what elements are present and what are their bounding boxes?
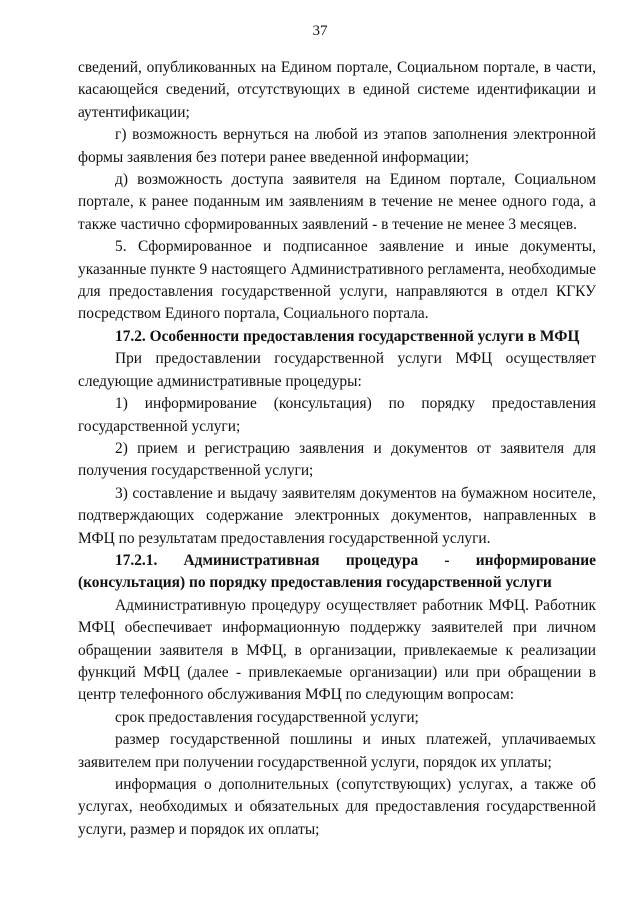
paragraph-continuation: сведений, опубликованных на Едином портале, Социальном портале, в части, касающейся сведений, отсутствующих в единой системе идентификации и аутентификации; (78, 59, 596, 121)
paragraph-intro-procedures: При предоставлении государственной услуги МФЦ осуществляет следующие административные процедуры: (78, 350, 596, 390)
paragraph-procedure-description: Административную процедуру осуществляет работник МФЦ. Работник МФЦ обеспечивает информационную поддержку заявителей при личном обращении заявителя в МФЦ, в организации, привлекаемые к реализации функций МФЦ (далее - привлекаемые организации) или при обращении в центр телефонного обслуживания МФЦ по следующим вопросам: (78, 596, 596, 704)
list-item-2: 2) прием и регистрацию заявления и документов от заявителя для получения государственной услуги; (78, 439, 596, 480)
list-item-additional-services: информация о дополнительных (сопутствующих) услугах, а также об услугах, необходимых и обязательных для предоставления государственной услуги, размер и порядок их оплаты; (78, 776, 596, 838)
page-number: 37 (312, 23, 328, 39)
list-item-d: д) возможность доступа заявителя на Едином портале, Социальном портале, к ранее поданным им заявлениям в течение не менее одного года, а также частично сформированных заявлений - в течение не менее 3 месяцев. (78, 171, 596, 233)
list-item-fee: размер государственной пошлины и иных платежей, уплачиваемых заявителем при получении государственной услуги, порядок их уплаты; (78, 731, 596, 771)
section-heading-17-2-1: 17.2.1. Административная процедура - информирование (консультация) по порядку предоставления государственной услуги (78, 551, 596, 592)
list-item-1: 1) информирование (консультация) по порядку предоставления государственной услуги; (78, 395, 596, 435)
list-item-term: срок предоставления государственной услуги; (115, 708, 419, 726)
section-heading-17-2: 17.2. Особенности предоставления государственной услуги в МФЦ (115, 327, 580, 345)
paragraph-item-5: 5. Сформированное и подписанное заявление и иные документы, указанные пункте 9 настоящего Административного регламента, необходимые для предоставления государственной услуги, направляются в отдел КГКУ посредством Единого портала, Социального портала. (78, 238, 596, 323)
list-item-g: г) возможность вернуться на любой из этапов заполнения электронной формы заявления без потери ранее введенной информации; (78, 126, 596, 166)
list-item-3: 3) составление и выдачу заявителям документов на бумажном носителе, подтверждающих содержание электронных документов, направленных в МФЦ по результатам предоставления государственной услуги. (78, 484, 596, 547)
document-body (78, 57, 596, 841)
